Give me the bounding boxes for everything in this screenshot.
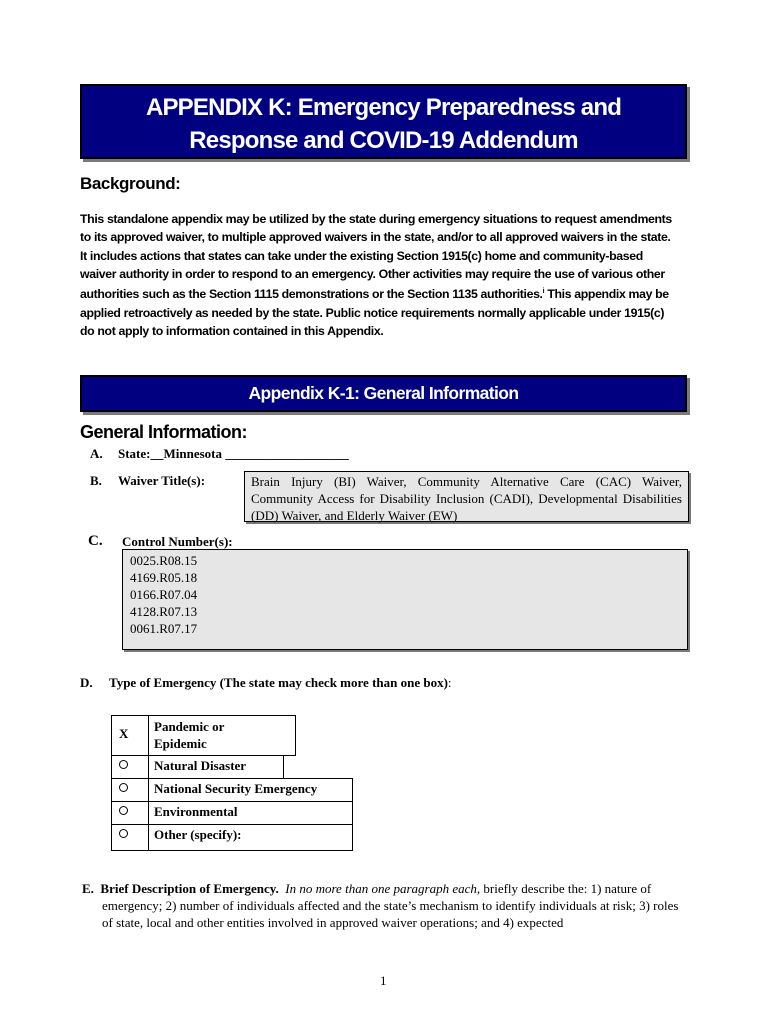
checkbox-x-mark: X [119, 726, 129, 741]
waiver-titles-label: Waiver Title(s): [118, 473, 206, 488]
other-radio-cell[interactable] [111, 824, 149, 851]
control-number: 4169.R05.18 [130, 570, 198, 585]
general-information-heading: General Information: [80, 422, 248, 442]
background-paragraph [80, 210, 680, 340]
control-number: 0166.R07.04 [130, 587, 198, 602]
national-security-radio[interactable] [119, 783, 128, 792]
background-text-part1: This standalone appendix may be utilized by the state during emergency situations to request amendments to its approved waiver, to multiple approved waivers in the state, and/or to all approved waivers in the state. It includes actions that states can take under the existing Section 1915(c) home and community-based waiver authority in order to respond to an emergency. Other activities may require the use of various other authorities such as the Section 1115 demonstrations or the Section 1135 authorities. [80, 212, 672, 302]
option-other: Other (specify): [148, 824, 353, 851]
title-line-2: Response and COVID-19 Addendum [189, 127, 578, 154]
brief-description-section [80, 880, 680, 931]
option-pandemic-line1: Pandemic or [154, 719, 225, 734]
field-d-letter: D. [80, 675, 93, 690]
waiver-titles-field[interactable]: Brain Injury (BI) Waiver, Community Alternative Care (CAC) Waiver, Community Access for Disability Inclusion (CADI), Developmental Disabilities (DD) Waiver, and Elderly Waiver (EW) [244, 471, 689, 522]
brief-description-italic: In no more than one paragraph each [285, 881, 477, 896]
state-field[interactable]: State:__Minnesota ___________________ [118, 446, 349, 461]
background-heading: Background: [80, 174, 181, 193]
page-number: 1 [380, 973, 387, 988]
natural-disaster-radio-cell[interactable] [111, 755, 149, 779]
emergency-type-label [109, 675, 452, 691]
title-line-1: APPENDIX K: Emergency Preparedness and [145, 94, 622, 121]
control-numbers-label: Control Number(s): [122, 534, 233, 549]
control-numbers-field[interactable] [122, 549, 688, 650]
environmental-radio-cell[interactable] [111, 801, 149, 825]
field-e-letter: E. [82, 881, 94, 896]
brief-description-text: , briefly describe the: 1) nature of emergency; 2) number of individuals affected and the state’s mechanism to identify individuals at risk; 3) roles of state, local and other entities involved in approved waiver operations; and 4) expected [102, 881, 679, 930]
national-security-radio-cell[interactable] [111, 778, 149, 802]
environmental-radio[interactable] [119, 806, 128, 815]
field-c-letter: C. [88, 533, 103, 549]
option-pandemic-line2: Epidemic [154, 736, 207, 751]
option-pandemic [148, 715, 296, 756]
control-number: 0061.R07.17 [130, 621, 198, 636]
appendix-title-banner [80, 84, 687, 159]
option-environmental: Environmental [148, 801, 353, 825]
emergency-type-label-text: Type of Emergency (The state may check more than one box) [109, 675, 448, 690]
emergency-type-colon: : [447, 675, 452, 690]
pandemic-checkbox[interactable] [111, 715, 149, 756]
background-text-part2: This appendix may be applied retroactively as needed by the state. Public notice requirements normally applicable under 1915(c) do not apply to information contained in this Appendix. [80, 287, 669, 338]
option-national-security: National Security Emergency [148, 778, 353, 802]
control-number: 0025.R08.15 [130, 553, 198, 568]
footnote-mark[interactable]: i [542, 288, 545, 296]
field-b-letter: B. [90, 473, 102, 488]
natural-disaster-radio[interactable] [119, 760, 128, 769]
option-natural-disaster: Natural Disaster [148, 755, 284, 779]
brief-description-label: Brief Description of Emergency. [100, 881, 279, 896]
control-number: 4128.R07.13 [130, 604, 198, 619]
field-a-letter: A. [90, 446, 103, 461]
appendix-k1-banner: Appendix K-1: General Information [80, 375, 687, 412]
other-radio[interactable] [119, 829, 128, 838]
